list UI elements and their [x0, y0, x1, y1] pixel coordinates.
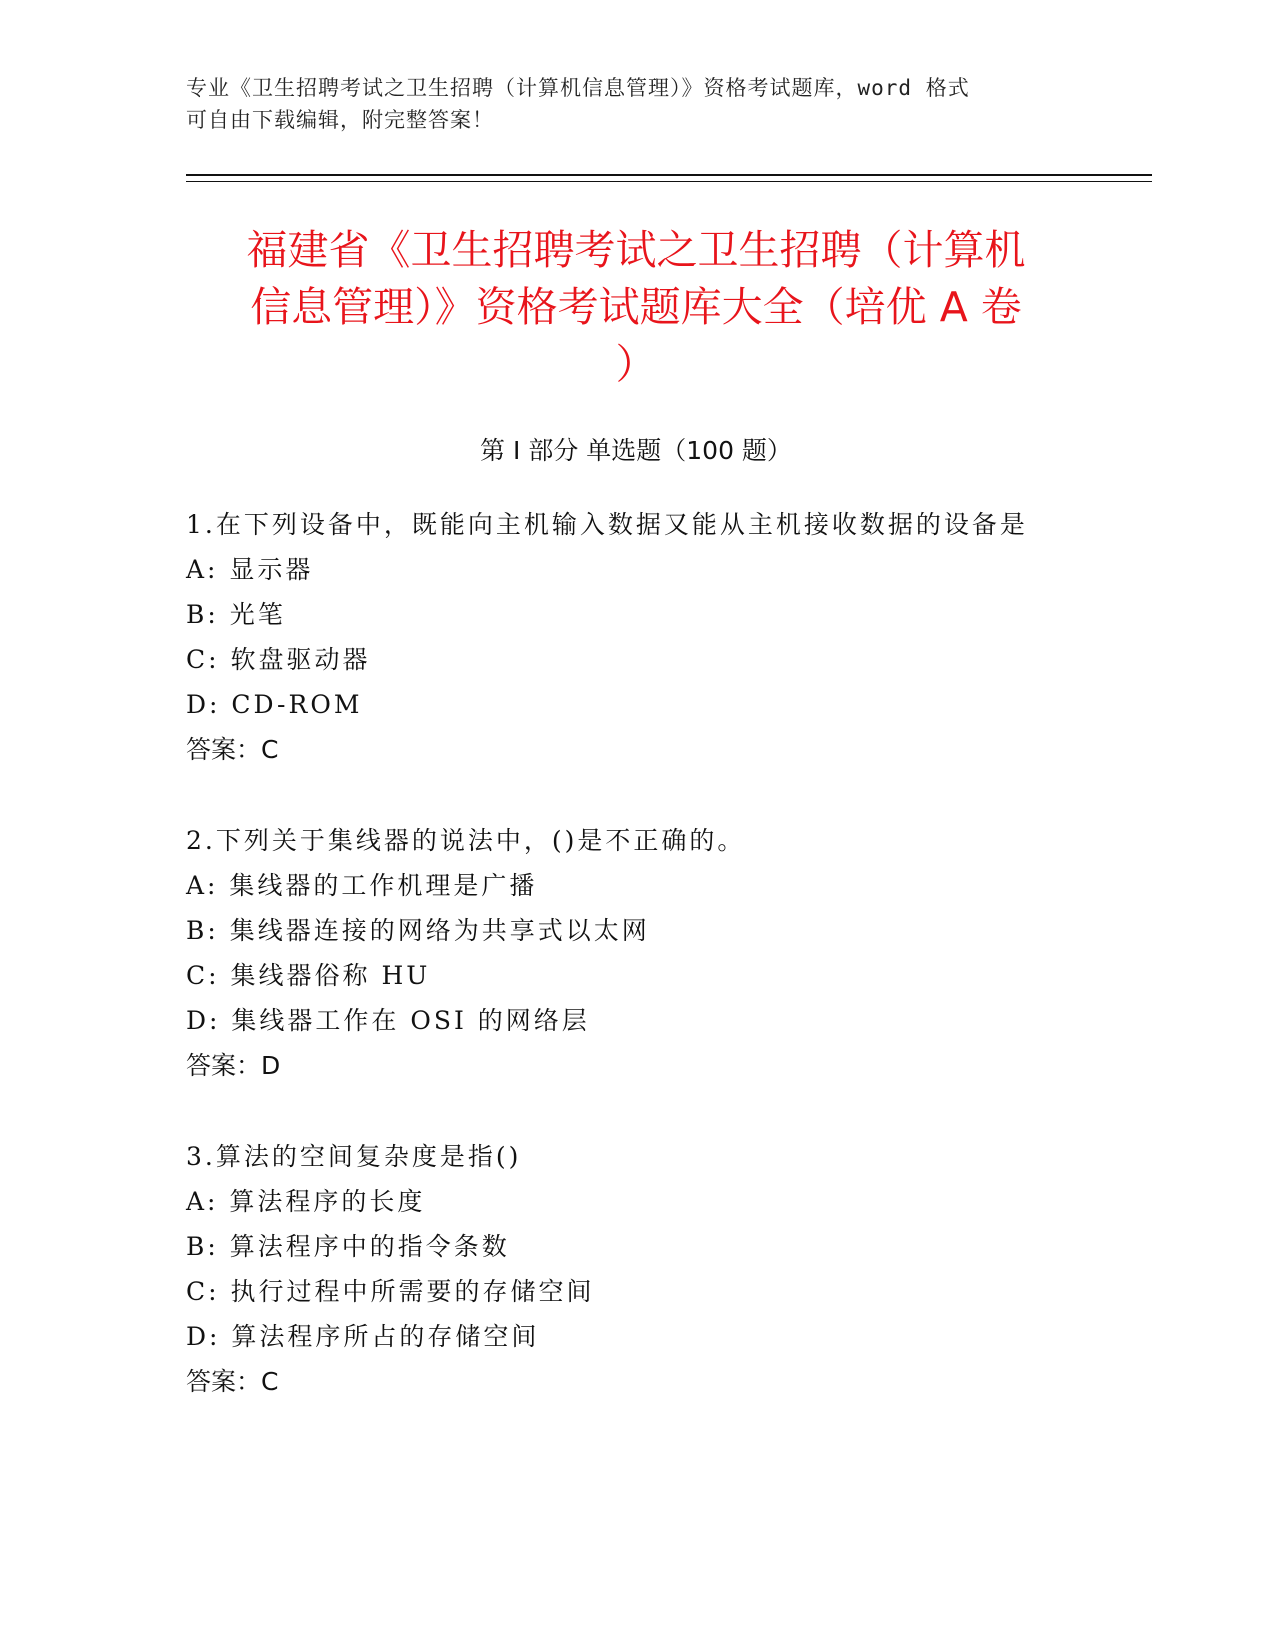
- option-c: C: 集线器俗称 HU: [186, 961, 431, 990]
- option-d: D: CD-ROM: [186, 690, 363, 719]
- document-title-line-3: ）: [615, 340, 657, 388]
- question-3: [186, 1134, 1136, 1404]
- header-note: [186, 72, 1086, 136]
- question-1: [186, 502, 1136, 772]
- answer: 答案：D: [186, 1051, 281, 1080]
- section-heading: 第 I 部分 单选题（100 题）: [480, 436, 792, 465]
- option-b: B: 算法程序中的指令条数: [186, 1232, 510, 1261]
- option-c: C: 软盘驱动器: [186, 645, 371, 674]
- answer: 答案：C: [186, 1367, 279, 1396]
- question-stem: 3.算法的空间复杂度是指(): [186, 1142, 522, 1171]
- option-a: A: 集线器的工作机理是广播: [186, 871, 538, 900]
- document-title-line-2: 信息管理）》资格考试题库大全（培优 A 卷: [250, 283, 1022, 331]
- option-a: A: 算法程序的长度: [186, 1187, 426, 1216]
- option-d: D: 算法程序所占的存储空间: [186, 1322, 540, 1351]
- option-a: A: 显示器: [186, 555, 314, 584]
- header-divider-thick: [186, 174, 1152, 176]
- option-c: C: 执行过程中所需要的存储空间: [186, 1277, 595, 1306]
- question-2: [186, 818, 1136, 1088]
- option-d: D: 集线器工作在 OSI 的网络层: [186, 1006, 590, 1035]
- document-title: [186, 222, 1086, 393]
- header-note-line-2: 可自由下载编辑，附完整答案！: [186, 108, 494, 132]
- question-stem: 2.下列关于集线器的说法中，()是不正确的。: [186, 826, 746, 855]
- header-note-line-1: 专业《卫生招聘考试之卫生招聘（计算机信息管理）》资格考试题库，word 格式: [186, 76, 970, 100]
- option-b: B: 光笔: [186, 600, 286, 629]
- answer: 答案：C: [186, 735, 279, 764]
- option-b: B: 集线器连接的网络为共享式以太网: [186, 916, 650, 945]
- header-divider-thin: [186, 181, 1152, 182]
- question-stem: 1.在下列设备中，既能向主机输入数据又能从主机接收数据的设备是: [186, 510, 1028, 539]
- document-title-line-1: 福建省《卫生招聘考试之卫生招聘（计算机: [246, 226, 1026, 274]
